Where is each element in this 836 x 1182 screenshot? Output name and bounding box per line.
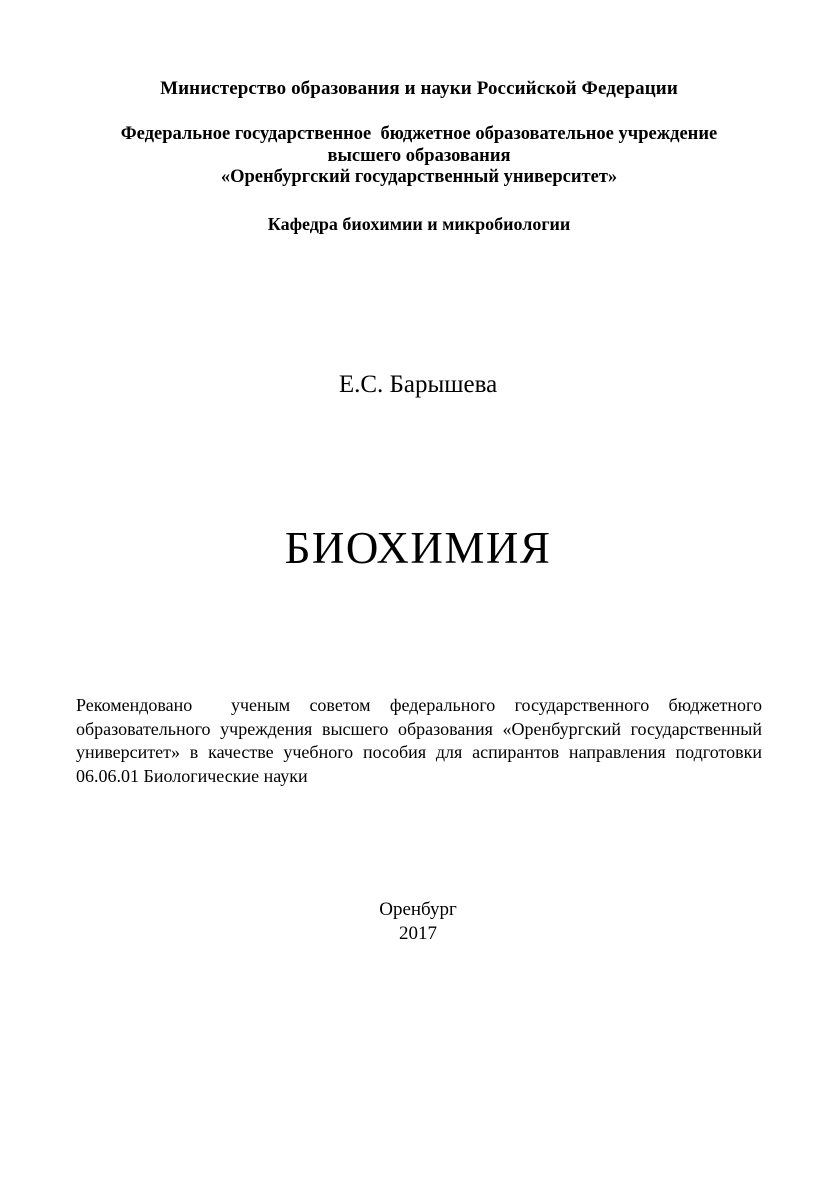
- masthead: [76, 78, 762, 235]
- imprint-city: Оренбург: [379, 899, 457, 920]
- imprint-block: [0, 898, 836, 946]
- page-title: БИОХИМИЯ: [284, 523, 552, 574]
- recommendation-paragraph: Рекомендовано ученым советом федерального государственного бюджетного образовательного учреждения высшего образования «Оренбургский государственный университет» в качестве учебного пособия для аспирантов направления подготовки 06.06.01 Биологические науки: [76, 695, 767, 786]
- institution-line-2: высшего образования: [327, 145, 511, 166]
- author-name: Е.С. Барышева: [338, 371, 498, 398]
- department-line: Кафедра биохимии и микробиологии: [267, 213, 571, 234]
- institution-line-1: Федеральное государственное бюджетное образовательное учреждение: [120, 124, 718, 144]
- ministry-line: Министерство образования и науки Российской Федерации: [160, 78, 678, 99]
- imprint-year: 2017: [399, 923, 437, 944]
- institution-block: [76, 124, 762, 189]
- institution-line-3: «Оренбургский государственный университет»: [220, 167, 618, 187]
